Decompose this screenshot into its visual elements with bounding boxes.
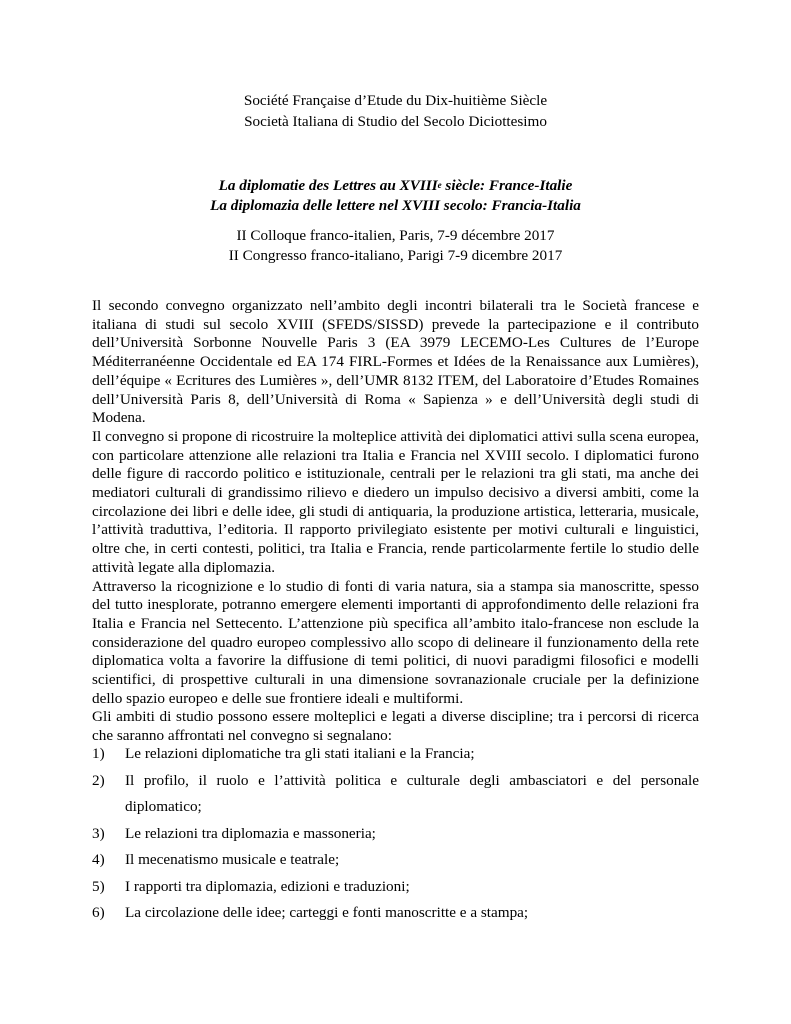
list-text: La circolazione delle idee; carteggi e fonti manoscritte e a stampa; (125, 904, 529, 921)
list-number: 4) (92, 851, 105, 868)
list-item (92, 741, 699, 768)
list-item (92, 847, 699, 874)
organization-it: Società Italiana di Studio del Secolo Diciottesimo (244, 113, 547, 130)
body-text (92, 297, 699, 746)
list-text: I rapporti tra diplomazia, edizioni e traduzioni; (125, 877, 410, 895)
paragraph: Il convegno si propone di ricostruire la molteplice attività dei diplomatici attivi sulla scena europea, con particolare attenzione alle relazioni tra Italia e Francia nel XVIII secolo. I diplomatici furono delle figure di raccordo politico e istituzionale, centrali per le relazioni tra gli stati, ma anche dei mediatori culturali di grandissimo rilievo e diedero un impulso decisivo a diversi ambiti, come la circolazione dei libri e delle idee, gli studi di antiquaria, la produzione artistica, letteraria, musicale, l’attività traduttiva, l’editoria. Il rapporto privilegiato esistente per motivi culturali e linguistici, oltre che, in certi contesti, politici, tra Italia e Francia, rende particolarmente fertile lo studio delle attività legate alla diplomazia. (92, 427, 699, 576)
list-item (92, 900, 699, 927)
topics-list (92, 741, 699, 927)
list-number: 3) (92, 824, 105, 842)
paragraph: Gli ambiti di studio possono essere molteplici e legati a diverse discipline; tra i percorsi di ricerca che saranno affrontati nel convegno si segnalano: (92, 708, 699, 745)
list-number: 5) (92, 877, 105, 895)
list-text: Le relazioni diplomatiche tra gli stati italiani e la Francia; (125, 745, 475, 762)
list-text: Il mecenatismo musicale e teatrale; (125, 851, 340, 868)
list-number: 1) (92, 745, 105, 762)
organization-fr: Société Française d’Etude du Dix-huitième Siècle (243, 92, 548, 109)
list-item (92, 768, 699, 821)
list-item (92, 821, 699, 848)
title-fr-main: La diplomatie des Lettres au XVIII (218, 177, 438, 194)
list-item (92, 874, 699, 901)
paragraph: Il secondo convegno organizzato nell’ambito degli incontri bilaterali tra le Società francese e italiana di studi sul secolo XVIII (SFEDS/SISSD) prevede la partecipazione e il contributo dell’Università Sorbonne Nouvelle Paris 3 (EA 3979 LECEMO-Les Cultures de l’Europe Méditerranéenne Occidentale ed EA 174 FIRL-Formes et Idées de la Renaissance aux Lumières), dell’équipe « Ecritures des Lumières », dell’UMR 8132 ITEM, del Laboratoire d’Etudes Romaines dell’Università Paris 8, dell’Università di Roma « Sapienza » e dell’Università degli studi di Modena. (92, 297, 699, 427)
title-it: La diplomazia delle lettere nel XVIII secolo: Francia-Italia (210, 197, 581, 214)
event-fr: II Colloque franco-italien, Paris, 7-9 décembre 2017 (236, 227, 555, 244)
title-fr-end: siècle: France-Italie (441, 177, 573, 194)
list-text: Le relazioni tra diplomazia e massoneria; (125, 824, 376, 842)
paragraph: Attraverso la ricognizione e lo studio di fonti di varia natura, sia a stampa sia manoscritte, spesso del tutto inesplorate, potranno emergere elementi importanti di approfondimento delle relazioni fra Italia e Francia nel Settecento. L’attenzione più specifica all’ambito italo-francese non esclude la considerazione del quadro europeo complessivo allo scopo di delineare il funzionamento della rete diplomatica volta a favorire la diffusione di temi politici, di nuovi paradigmi filosofici e modelli scientifici, di prospettive culturali in una dimensione sovranazionale cruciale per la definizione dello spazio europeo e delle sue frontiere ideali e multiformi. (92, 577, 699, 707)
title-fr (0, 176, 791, 196)
event-it: II Congresso franco-italiano, Parigi 7-9 dicembre 2017 (228, 247, 563, 264)
title-fr-superscript: e (437, 180, 442, 190)
list-text: Il profilo, il ruolo e l’attività politica e culturale degli ambasciatori e del personale diplomatico; (125, 771, 699, 815)
list-number: 2) (92, 771, 105, 789)
list-number: 6) (92, 904, 105, 921)
